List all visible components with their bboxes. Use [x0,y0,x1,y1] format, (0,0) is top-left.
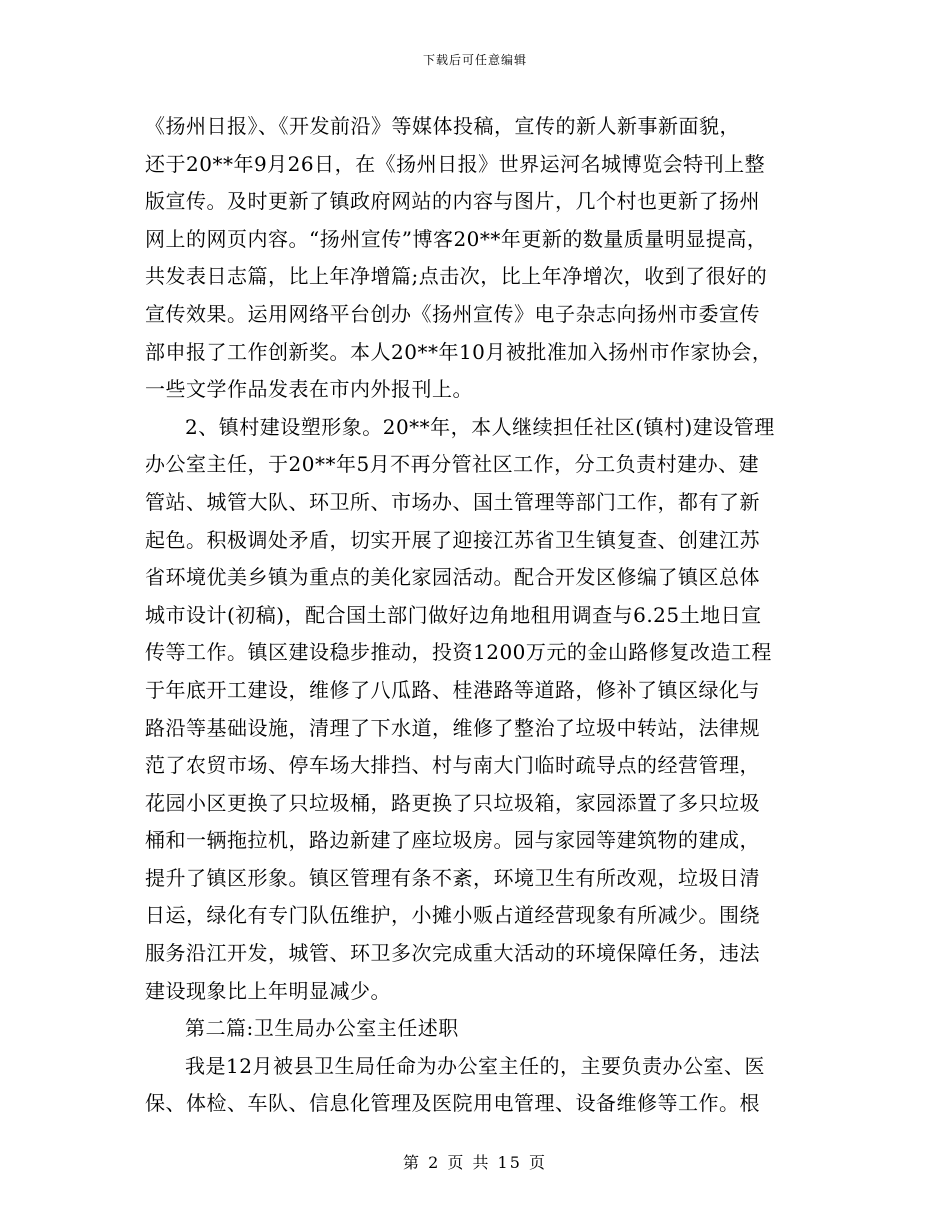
text-line: 起色。积极调处矛盾，切实开展了迎接江苏省卫生镇复查、创建江苏 [145,527,760,552]
text-line: 2、镇村建设塑形象。20**年，本人继续担任社区(镇村)建设管理 [185,414,775,439]
text-line: 路沿等基础设施，清理了下水道，维修了整治了垃圾中转站，法律规 [145,715,760,740]
text-line: 传等工作。镇区建设稳步推动，投资1200万元的金山路修复改造工程 [145,640,772,665]
text-line: 管站、城管大队、环卫所、市场办、国土管理等部门工作，都有了新 [145,489,760,514]
text-line: 提升了镇区形象。镇区管理有条不紊，环境卫生有所改观，垃圾日清 [145,865,760,890]
section-title: 第二篇:卫生局办公室主任述职 [185,1016,459,1041]
text-line: 办公室主任，于20**年5月不再分管社区工作，分工负责村建办、建 [145,452,760,477]
text-line: 花园小区更换了只垃圾桶，路更换了只垃圾箱，家园添置了多只垃圾 [145,790,760,815]
text-line: 保、体检、车队、信息化管理及医院用电管理、设备维修等工作。根 [145,1091,760,1116]
text-line: 日运，绿化有专门队伍维护，小摊小贩占道经营现象有所减少。围绕 [145,903,760,928]
text-line: 版宣传。及时更新了镇政府网站的内容与图片，几个村也更新了扬州 [145,189,760,214]
text-line: 《扬州日报》、《开发前沿》等媒体投稿，宣传的新人新事新面貌， [145,114,740,138]
text-line: 宣传效果。运用网络平台创办《扬州宣传》电子杂志向扬州市委宣传 [145,301,760,326]
text-line: 我是12月被县卫生局任命为办公室主任的，主要负责办公室、医 [185,1053,765,1078]
text-line: 网上的网页内容。“扬州宣传”博客20**年更新的数量质量明显提高， [145,226,768,251]
text-line: 城市设计(初稿)，配合国土部门做好边角地租用调查与6.25土地日宣 [145,602,762,627]
text-line: 范了农贸市场、停车场大排挡、村与南大门临时疏导点的经营管理， [145,753,760,778]
text-line: 桶和一辆拖拉机，路边新建了座垃圾房。园与家园等建筑物的建成， [145,828,760,853]
text-line: 建设现象比上年明显减少。 [145,978,391,1003]
page-number-footer: 第 2 页 共 15 页 [403,1153,547,1172]
paragraph-office-director-report [145,1048,810,1123]
text-line: 一些文学作品发表在市内外报刊上。 [145,377,473,402]
text-line: 还于20**年9月26日，在《扬州日报》世界运河名城博览会特刊上整 [145,151,766,176]
page-header: 下载后可任意编辑 [422,53,527,67]
text-line: 于年底开工建设，维修了八瓜路、桂港路等道路，修补了镇区绿化与 [145,677,760,702]
paragraph-media-publicity [145,108,810,409]
section-heading [145,1010,810,1048]
document-body [145,108,810,1123]
text-line: 共发表日志篇，比上年净增篇;点击次，比上年净增次，收到了很好的 [145,264,768,289]
text-line: 省环境优美乡镇为重点的美化家园活动。配合开发区修编了镇区总体 [145,565,760,590]
text-line: 部申报了工作创新奖。本人20**年10月被批准加入扬州市作家协会， [145,339,773,364]
paragraph-town-construction [145,409,810,1011]
text-line: 服务沿江开发，城管、环卫多次完成重大活动的环境保障任务，违法 [145,941,760,966]
